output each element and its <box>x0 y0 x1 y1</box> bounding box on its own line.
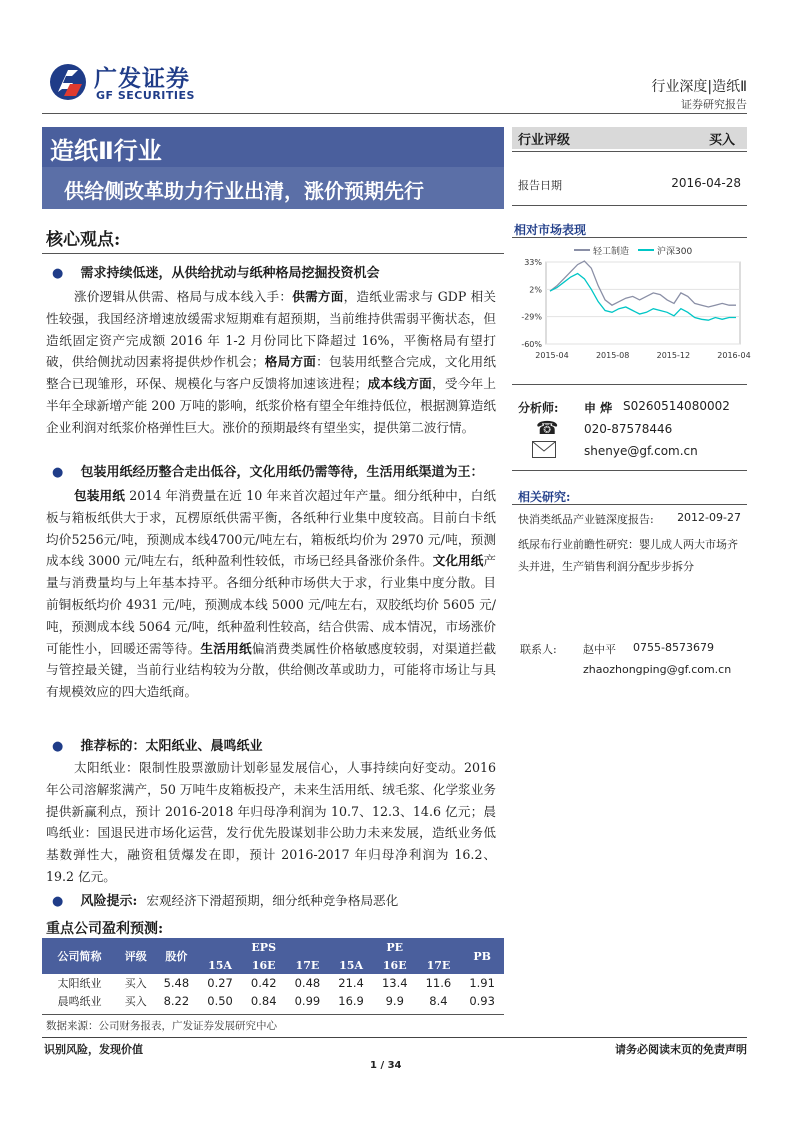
cell-pe15: 21.4 <box>338 976 364 990</box>
x-tick-label: 2015-12 <box>656 351 691 360</box>
cell-pe15: 16.9 <box>338 994 364 1008</box>
gf-logo-icon <box>48 62 88 102</box>
related-heading: 相关研究: <box>518 490 571 504</box>
related-divider <box>512 504 747 505</box>
th-pe: PE <box>329 938 460 956</box>
cell-pe17: 8.4 <box>429 994 448 1008</box>
market-perf-divider <box>512 237 747 238</box>
report-date-value: 2016-04-28 <box>671 176 741 190</box>
paragraph-1: 涨价逻辑从供需、格局与成本线入手：供需方面，造纸业需求与 GDP 相关性较强，我国经济增速放缓需求短期难有超预期，当前维持供需弱平衡状态，但造纸固定资产完成额 2016 年 1-2 月份同比下降超过 16%，平衡格局有望打破，供给侧扰动因素将提供炒作机会；格局方面：包装用纸整合完成，文化用纸整合已现雏形，环保、规模化与客户反馈将加速该进程；成本线方面，受今年上半年全球新增产能 200 万吨的影响，纸浆价格有望全年维持低位，根据测算造纸企业利润对纸浆价格弹性巨大。涨价的预期最终有望坐实，提供第二波行情。 <box>46 289 497 435</box>
y-tick-label: -29% <box>521 312 542 322</box>
footer-disclaimer[interactable]: 请务必阅读末页的免责声明 <box>615 1043 747 1056</box>
th-pb: PB <box>460 938 504 974</box>
th-eps: EPS <box>198 938 329 956</box>
y-tick-label: 2% <box>529 285 542 295</box>
related-item-2[interactable]: 纸尿布行业前瞻性研究：婴儿成人两大市场齐头并进，生产销售利润分配步步拆分 <box>518 538 738 573</box>
forecast-table-heading: 重点公司盈利预测: <box>46 921 164 937</box>
bullet-2 <box>52 461 483 480</box>
paragraph-3: 太阳纸业：限制性股票激励计划彰显发展信心，人事持续向好变动。2016 年公司溶解浆满产，50 万吨牛皮箱板投产，未来生活用纸、绒毛浆、化学浆业务提供新赢利点，预计 2016-2018 年归母净利润为 10.7、12.3、14.6 亿元；晨鸣纸业：国退民进市场化运营，发行优先股谋划非公助力未来发展，造纸业务低基数弹性大，融资租赁爆发在即，预计 2016-2017 年归母净利润为 16.2、19.2 亿元。 <box>46 760 496 884</box>
related-item-1-date: 2012-09-27 <box>677 511 741 524</box>
industry-title: 造纸Ⅱ行业 <box>50 137 162 165</box>
analyst-email[interactable]: shenye@gf.com.cn <box>584 444 698 458</box>
cell-eps17: 0.48 <box>294 976 321 990</box>
report-category: 行业深度|造纸Ⅱ <box>651 79 747 95</box>
table-row <box>42 974 504 992</box>
mail-icon <box>532 441 556 458</box>
th-year: 16E <box>373 956 417 974</box>
cell-pb: 1.91 <box>469 976 495 990</box>
x-tick-label: 2015-04 <box>535 351 569 360</box>
x-tick-label: 2016-04 <box>717 351 751 360</box>
cell-rating: 买入 <box>124 977 147 990</box>
legend-label-industry: 轻工制造 <box>593 247 630 257</box>
legend-label-index: 沪深300 <box>657 247 693 257</box>
core-views-heading: 核心观点: <box>46 230 121 250</box>
table-row <box>42 992 504 1010</box>
cell-company: 太阳纸业 <box>57 977 102 990</box>
y-tick-label: -60% <box>521 340 542 349</box>
cell-pe16: 13.4 <box>381 976 408 990</box>
cell-eps15: 0.50 <box>207 994 233 1008</box>
th-year: 16E <box>242 956 286 974</box>
risk-title: 风险提示: <box>80 894 138 909</box>
header-divider <box>42 113 747 114</box>
th-year: 15A <box>198 956 242 974</box>
x-tick-label: 2015-08 <box>595 351 630 360</box>
report-date-label: 报告日期 <box>518 179 562 192</box>
table-source: 数据来源：公司财务报表，广发证券发展研究中心 <box>46 1020 277 1032</box>
relative-perf-chart <box>512 240 751 370</box>
bullet-3 <box>52 735 262 754</box>
series-line-0 <box>550 261 736 307</box>
bullet-1 <box>52 262 379 281</box>
th-company: 公司简称 <box>42 938 117 974</box>
bullet-1-title: 需求持续低迷，从供给扰动与纸种格局挖掘投资机会 <box>80 266 380 281</box>
report-type: 证券研究报告 <box>681 98 747 111</box>
bullet-dot-icon: ● <box>52 465 64 480</box>
paragraph-2: 包装用纸 2014 年消费量在近 10 年来首次超过年产量。细分纸种中，白纸板与箱板纸供大于求，瓦楞原纸供需平衡，各纸种行业集中度较高。目前白卡纸均价5256元/吨，预测成本线4700元/吨左右，箱板纸均价为 2970 元/吨，预测成本线 3000 元/吨左右，纸种盈利性较低，市场已经具备涨价条件。文化用纸产量与消费量均与上年基本持平。各细分纸种市场供大于求，行业集中度分散。目前铜板纸均价 4931 元/吨，预测成本线 5000 元/吨左右，双胶纸均价 5605 元/吨，预测成本线 5064 元/吨，纸种盈利性较高，结合供需、成本情况，市场涨价可能性小，回暖还需等待。生活用纸偏消费类属性价格敏感度较弱，对渠道拦截与管控最关键，当前行业结构较为分散，供给侧改革或助力，可能将市场让与具有规模效应的四大造纸商。 <box>46 488 497 700</box>
contact-name: 赵中平 <box>583 643 616 656</box>
cell-eps17: 0.99 <box>294 994 321 1008</box>
related-item-1-title[interactable]: 快消类纸品产业链深度报告: <box>518 513 654 526</box>
rating-label: 行业评级 <box>518 133 571 148</box>
y-tick-label: 33% <box>524 258 542 267</box>
th-rating: 评级 <box>117 938 155 974</box>
report-headline: 供给侧改革助力行业出清，涨价预期先行 <box>64 179 424 203</box>
bullet-2-title: 包装用纸经历整合走出低谷，文化用纸仍需等待，生活用纸渠道为王： <box>80 465 484 480</box>
analyst-divider <box>512 470 747 471</box>
contact-email[interactable]: zhaozhongping@gf.com.cn <box>583 663 732 676</box>
core-divider <box>42 253 504 254</box>
risk-text: 宏观经济下滑超预期，细分纸种竞争格局恶化 <box>146 893 399 908</box>
contact-phone: 0755-8573679 <box>633 641 714 654</box>
table-bottom-rule <box>42 1014 504 1015</box>
analyst-phone: 020-87578446 <box>584 422 673 436</box>
th-year: 17E <box>417 956 461 974</box>
logo-text-en: GF SECURITIES <box>96 89 195 102</box>
bullet-dot-icon: ● <box>52 739 64 754</box>
market-perf-heading: 相对市场表现 <box>514 223 587 237</box>
th-year: 17E <box>286 956 330 974</box>
th-year: 15A <box>329 956 373 974</box>
cell-company: 晨鸣纸业 <box>57 995 102 1008</box>
rating-value: 买入 <box>709 133 736 148</box>
logo-text-cn: 广发证券 <box>94 66 190 92</box>
date-divider <box>512 205 747 206</box>
bullet-dot-icon: ● <box>52 266 64 281</box>
cell-eps15: 0.27 <box>207 976 233 990</box>
bullet-dot-icon: ● <box>52 894 64 909</box>
analyst-id: S0260514080002 <box>623 399 730 413</box>
analyst-label: 分析师: <box>518 401 559 415</box>
footer-slogan: 识别风险，发现价值 <box>44 1043 143 1056</box>
cell-pe16: 9.9 <box>385 994 404 1008</box>
page-number: 1 / 34 <box>370 1060 402 1071</box>
cell-pb: 0.93 <box>469 994 495 1008</box>
cell-rating: 买入 <box>124 995 147 1008</box>
contact-label: 联系人: <box>520 643 557 656</box>
analyst-name: 申 烨 <box>584 401 613 415</box>
chart-divider <box>512 384 747 385</box>
cell-price: 8.22 <box>163 994 190 1008</box>
cell-eps16: 0.42 <box>250 976 277 990</box>
th-price: 股价 <box>155 938 199 974</box>
cell-eps16: 0.84 <box>250 994 277 1008</box>
cell-pe17: 11.6 <box>425 976 452 990</box>
phone-icon: ☎ <box>536 418 559 439</box>
series-line-1 <box>550 274 736 321</box>
forecast-table <box>42 938 504 1010</box>
cell-price: 5.48 <box>163 976 190 990</box>
rating-divider <box>512 151 747 152</box>
bullet-4 <box>52 890 398 909</box>
bullet-3-title: 推荐标的：太阳纸业、晨鸣纸业 <box>80 739 263 754</box>
chart-legend <box>574 245 692 257</box>
footer-divider <box>42 1037 747 1038</box>
